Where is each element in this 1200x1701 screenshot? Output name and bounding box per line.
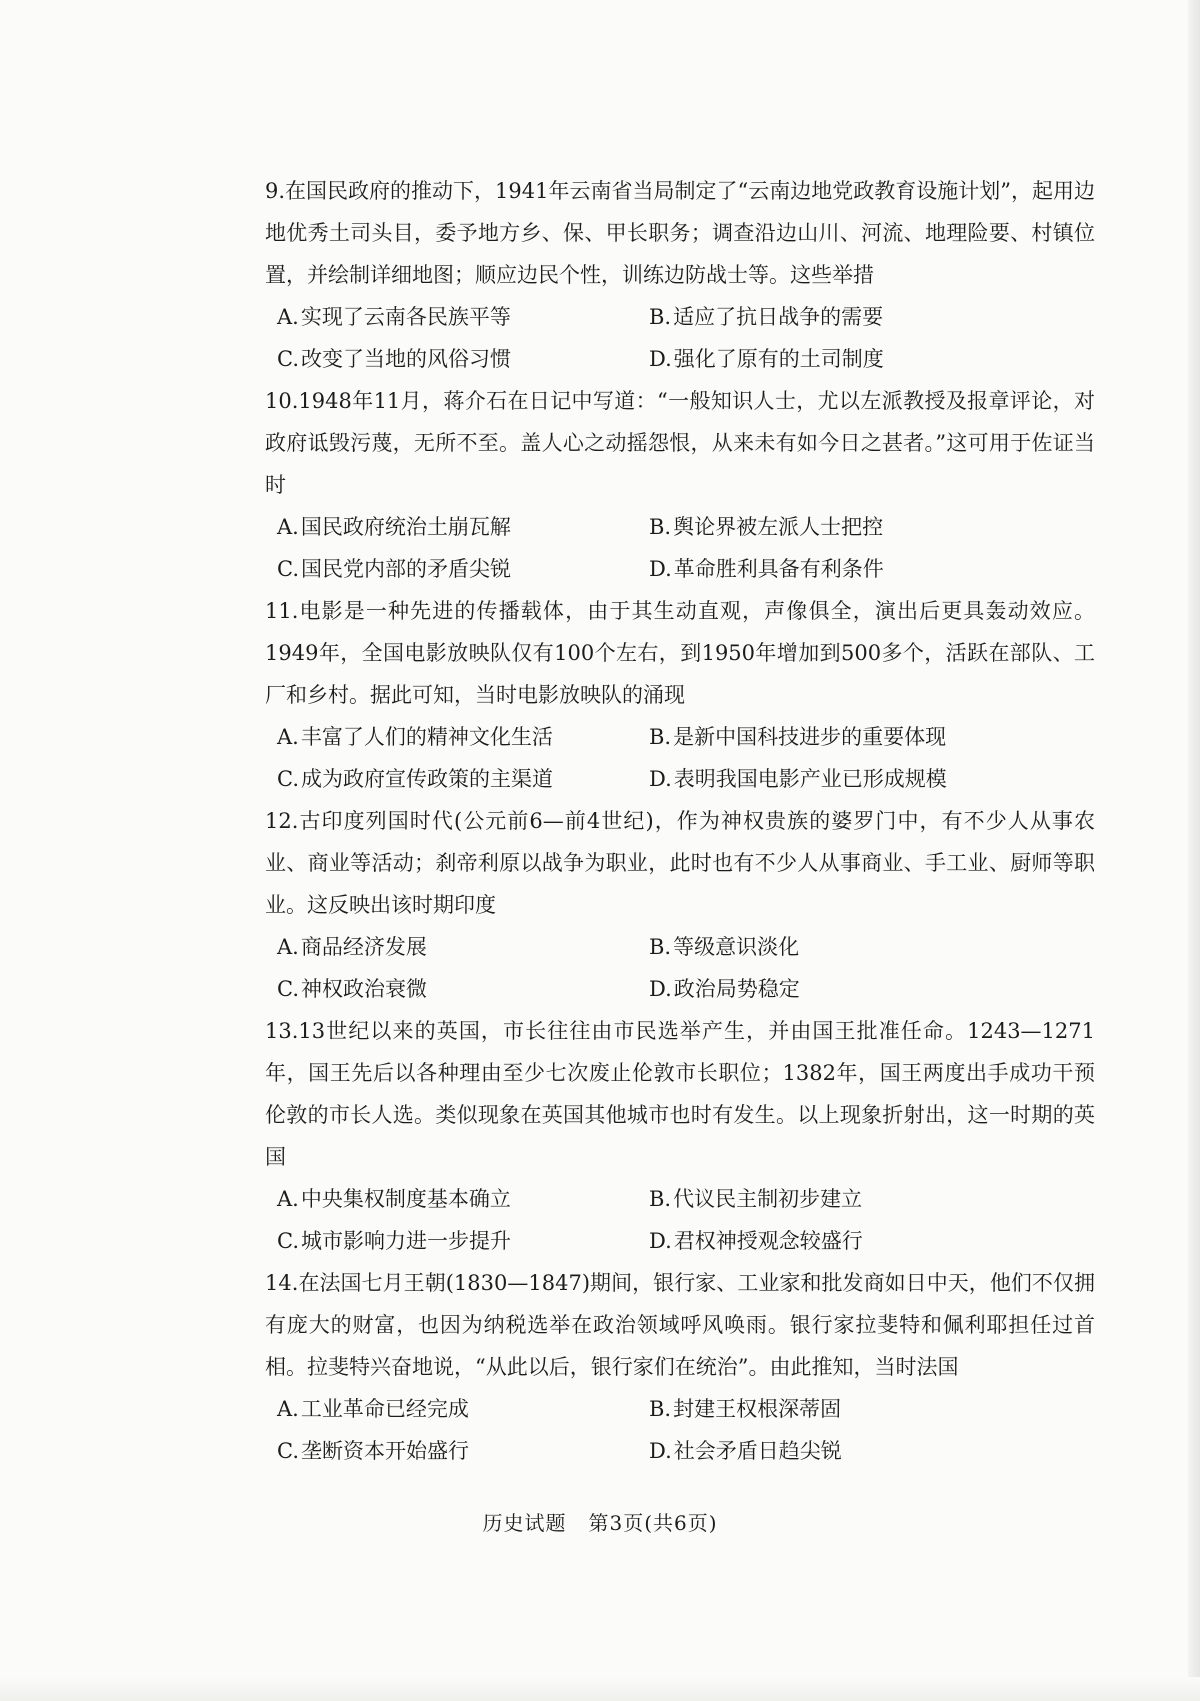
footer-subject: 历史试题 <box>482 1511 567 1535</box>
answer-option <box>265 296 637 338</box>
answer-option <box>637 1430 1087 1472</box>
footer-page-number: 第3页(共6页) <box>588 1511 718 1535</box>
answer-option <box>637 968 1087 1010</box>
option-letter: D. <box>649 557 672 581</box>
option-letter: C. <box>277 347 299 371</box>
option-text: 神权政治衰微 <box>301 977 427 1001</box>
option-letter: C. <box>277 557 299 581</box>
option-letter: C. <box>277 1229 299 1253</box>
option-letter: B. <box>649 1397 672 1421</box>
answer-option <box>637 758 1087 800</box>
answer-option <box>265 506 637 548</box>
question-text: 在国民政府的推动下，1941年云南省当局制定了“云南边地党政教育设施计划”，起用边地优秀土司头目，委予地方乡、保、甲长职务；调查沿边山川、河流、地理险要、村镇位置，并绘制详细地图；顺应边民个性，训练边防战士等。这些举措 <box>265 179 1095 287</box>
option-text: 国民党内部的矛盾尖锐 <box>301 557 511 581</box>
option-letter: A. <box>277 515 299 539</box>
option-text: 工业革命已经完成 <box>300 1397 469 1421</box>
option-letter: B. <box>649 305 672 329</box>
answer-option <box>637 296 1087 338</box>
option-text: 适应了抗日战争的需要 <box>673 305 884 329</box>
answer-option <box>265 548 637 590</box>
answer-option <box>637 1388 1087 1430</box>
answer-option <box>637 338 1087 380</box>
answer-option <box>265 758 637 800</box>
scan-bottom-edge <box>0 1677 1200 1701</box>
exam-page <box>265 170 1095 1472</box>
option-text: 舆论界被左派人士把控 <box>673 515 884 539</box>
question-stem <box>265 800 1095 926</box>
option-letter: C. <box>277 1439 299 1463</box>
answer-option <box>637 506 1087 548</box>
answer-options <box>265 926 1095 1010</box>
answer-option <box>265 716 637 758</box>
question-stem <box>265 1010 1095 1178</box>
option-letter: D. <box>649 1439 672 1463</box>
option-letter: D. <box>649 977 672 1001</box>
question-text: 1948年11月，蒋介石在日记中写道：“一般知识人士，尤以左派教授及报章评论，对政府诋毁污蔑，无所不至。盖人心之动摇怨恨，从来未有如今日之甚者。”这可用于佐证当时 <box>265 389 1095 497</box>
option-text: 社会矛盾日趋尖锐 <box>673 1439 842 1463</box>
option-text: 政治局势稳定 <box>673 977 800 1001</box>
answer-option <box>637 926 1087 968</box>
question-stem <box>265 380 1095 506</box>
option-letter: A. <box>277 725 299 749</box>
option-letter: B. <box>649 935 672 959</box>
answer-option <box>265 1178 637 1220</box>
answer-options <box>265 716 1095 800</box>
option-letter: D. <box>649 347 672 371</box>
question-stem <box>265 170 1095 296</box>
option-letter: A. <box>277 1187 299 1211</box>
option-text: 实现了云南各民族平等 <box>300 305 511 329</box>
answer-option <box>265 926 637 968</box>
question-11 <box>265 590 1095 800</box>
option-letter: B. <box>649 1187 672 1211</box>
option-letter: A. <box>277 1397 299 1421</box>
option-letter: C. <box>277 767 299 791</box>
option-letter: B. <box>649 515 672 539</box>
option-text: 强化了原有的土司制度 <box>673 347 884 371</box>
option-text: 垄断资本开始盛行 <box>301 1439 469 1463</box>
answer-option <box>265 1220 637 1262</box>
option-text: 中央集权制度基本确立 <box>300 1187 511 1211</box>
question-text: 电影是一种先进的传播载体，由于其生动直观，声像俱全，演出后更具轰动效应。1949年，全国电影放映队仅有100个左右，到1950年增加到500多个，活跃在部队、工厂和乡村。据此可知，当时电影放映队的涌现 <box>265 599 1095 707</box>
option-letter: D. <box>649 1229 672 1253</box>
answer-option <box>637 1220 1087 1262</box>
option-text: 成为政府宣传政策的主渠道 <box>301 767 553 791</box>
answer-options <box>265 1178 1095 1262</box>
question-number: 9. <box>265 179 286 203</box>
answer-option <box>265 1388 637 1430</box>
question-number: 12. <box>265 809 299 833</box>
answer-option <box>265 1430 637 1472</box>
option-text: 等级意识淡化 <box>673 935 800 959</box>
question-number: 10. <box>265 389 299 413</box>
option-text: 革命胜利具备有利条件 <box>673 557 884 581</box>
question-number: 13. <box>265 1019 299 1043</box>
question-stem <box>265 1262 1095 1388</box>
option-text: 是新中国科技进步的重要体现 <box>673 725 947 749</box>
question-13 <box>265 1010 1095 1262</box>
answer-options <box>265 296 1095 380</box>
option-text: 国民政府统治土崩瓦解 <box>300 515 511 539</box>
question-number: 14. <box>265 1271 299 1295</box>
page-footer <box>0 1508 1200 1538</box>
option-letter: A. <box>277 305 299 329</box>
question-text: 在法国七月王朝(1830—1847)期间，银行家、工业家和批发商如日中天，他们不仅拥有庞大的财富，也因为纳税选举在政治领域呼风唤雨。银行家拉斐特和佩利耶担任过首相。拉斐特兴奋地说，“从此以后，银行家们在统治”。由此推知，当时法国 <box>265 1271 1095 1379</box>
option-letter: D. <box>649 767 672 791</box>
question-number: 11. <box>265 599 299 623</box>
option-text: 表明我国电影产业已形成规模 <box>673 767 947 791</box>
question-10 <box>265 380 1095 590</box>
option-text: 丰富了人们的精神文化生活 <box>300 725 553 749</box>
answer-option <box>265 338 637 380</box>
question-stem <box>265 590 1095 716</box>
option-text: 城市影响力进一步提升 <box>301 1229 511 1253</box>
option-letter: B. <box>649 725 672 749</box>
answer-option <box>637 548 1087 590</box>
answer-option <box>637 716 1087 758</box>
option-text: 封建王权根深蒂固 <box>673 1397 842 1421</box>
option-text: 君权神授观念较盛行 <box>673 1229 863 1253</box>
option-text: 商品经济发展 <box>300 935 427 959</box>
question-text: 13世纪以来的英国，市长往往由市民选举产生，并由国王批准任命。1243—1271年，国王先后以各种理由至少七次废止伦敦市长职位；1382年，国王两度出手成功干预伦敦的市长人选。类似现象在英国其他城市也时有发生。以上现象折射出，这一时期的英国 <box>265 1019 1095 1169</box>
answer-options <box>265 506 1095 590</box>
question-14 <box>265 1262 1095 1472</box>
option-text: 代议民主制初步建立 <box>673 1187 863 1211</box>
answer-option <box>265 968 637 1010</box>
option-letter: C. <box>277 977 299 1001</box>
page-edge-shadow <box>1188 0 1200 1701</box>
question-9 <box>265 170 1095 380</box>
question-list <box>265 170 1095 1472</box>
option-text: 改变了当地的风俗习惯 <box>301 347 511 371</box>
answer-option <box>637 1178 1087 1220</box>
question-12 <box>265 800 1095 1010</box>
question-text: 古印度列国时代(公元前6—前4世纪)，作为神权贵族的婆罗门中，有不少人从事农业、商业等活动；刹帝利原以战争为职业，此时也有不少人从事商业、手工业、厨师等职业。这反映出该时期印度 <box>265 809 1095 917</box>
answer-options <box>265 1388 1095 1472</box>
option-letter: A. <box>277 935 299 959</box>
